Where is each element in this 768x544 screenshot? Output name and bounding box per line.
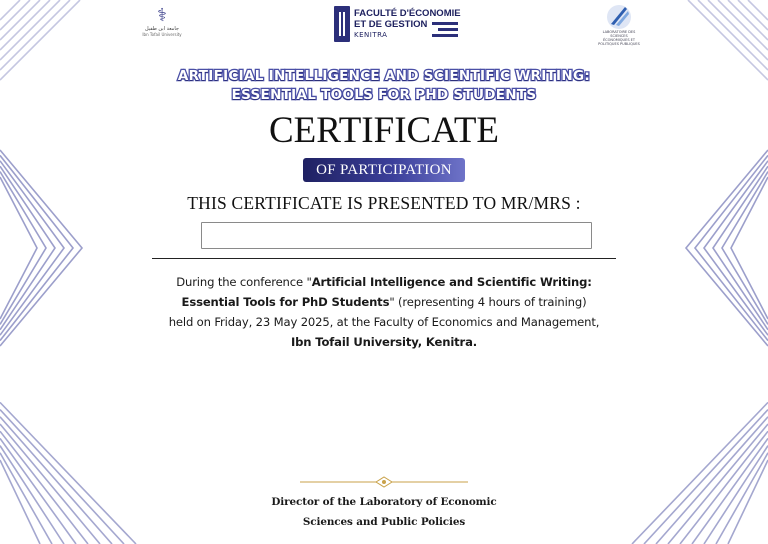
body-line-4-university: Ibn Tofail University, Kenitra. bbox=[290, 335, 478, 349]
faculty-logo-city: KENITRA bbox=[354, 31, 388, 39]
certificate-heading: CERTIFICATE bbox=[268, 110, 500, 151]
body-line-1-lead: During the conference " bbox=[176, 275, 312, 289]
corner-line-top-left bbox=[0, 0, 40, 40]
laboratory-logo-text: LABORATOIRE DES SCIENCES ÉCONOMIQUES ET POLITIQUES PUBLIQUES bbox=[598, 30, 640, 46]
body-line-2-training-hours: " (representing 4 hours of training) bbox=[389, 295, 587, 309]
signatory-title-line2: Sciences and Public Policies bbox=[302, 516, 466, 528]
body-line-1 bbox=[120, 272, 648, 292]
university-logo-english-text: Ibn Tofail University bbox=[142, 32, 182, 37]
corner-line-top-right bbox=[718, 0, 768, 50]
body-line-1-conference-title: Artificial Intelligence and Scientific Writing: bbox=[311, 275, 592, 289]
university-logo-arabic-text: جامعة ابن طفيل bbox=[145, 26, 179, 32]
university-emblem-icon: ⚕ bbox=[157, 5, 167, 26]
body-line-2 bbox=[120, 292, 648, 312]
signature-ornament-icon bbox=[296, 474, 472, 490]
corner-line-top-left bbox=[0, 0, 20, 20]
faculty-logo bbox=[334, 6, 464, 44]
body-line-4 bbox=[120, 332, 648, 352]
conference-title-line2: ESSENTIAL TOOLS FOR PHD STUDENTS bbox=[231, 87, 537, 103]
signatory-title bbox=[0, 492, 768, 532]
chevron-right bbox=[686, 150, 768, 346]
certificate-body-text bbox=[120, 272, 648, 352]
laboratory-logo bbox=[598, 4, 640, 44]
signatory-title-line1: Director of the Laboratory of Economic bbox=[271, 496, 497, 508]
conference-title-line1: ARTIFICIAL INTELLIGENCE AND SCIENTIFIC WRITING: bbox=[177, 68, 591, 84]
ibn-tofail-university-logo bbox=[138, 6, 186, 44]
chevron-left bbox=[0, 150, 82, 346]
recipient-name-input[interactable] bbox=[201, 222, 592, 249]
faculty-logo-line1: FACULTÉ D'ÉCONOMIE bbox=[354, 8, 461, 19]
corner-line-top-left bbox=[0, 0, 50, 50]
faculty-logo-line2: ET DE GESTION bbox=[354, 19, 428, 30]
corner-line-top-right bbox=[748, 0, 768, 20]
faculty-emblem-icon bbox=[334, 6, 350, 42]
presented-to-text: THIS CERTIFICATE IS PRESENTED TO MR/MRS : bbox=[187, 193, 581, 213]
participation-badge bbox=[303, 158, 465, 182]
body-line-3: held on Friday, 23 May 2025, at the Faculty of Economics and Management, bbox=[168, 315, 600, 329]
laboratory-emblem-icon bbox=[606, 4, 632, 30]
body-line-2-conference-title: Essential Tools for PhD Students bbox=[181, 295, 390, 309]
certificate-subtitle: OF PARTICIPATION bbox=[316, 162, 452, 178]
name-underline-divider bbox=[152, 258, 616, 259]
corner-line-top-right bbox=[728, 0, 768, 40]
faculty-stripes-icon bbox=[430, 22, 458, 40]
